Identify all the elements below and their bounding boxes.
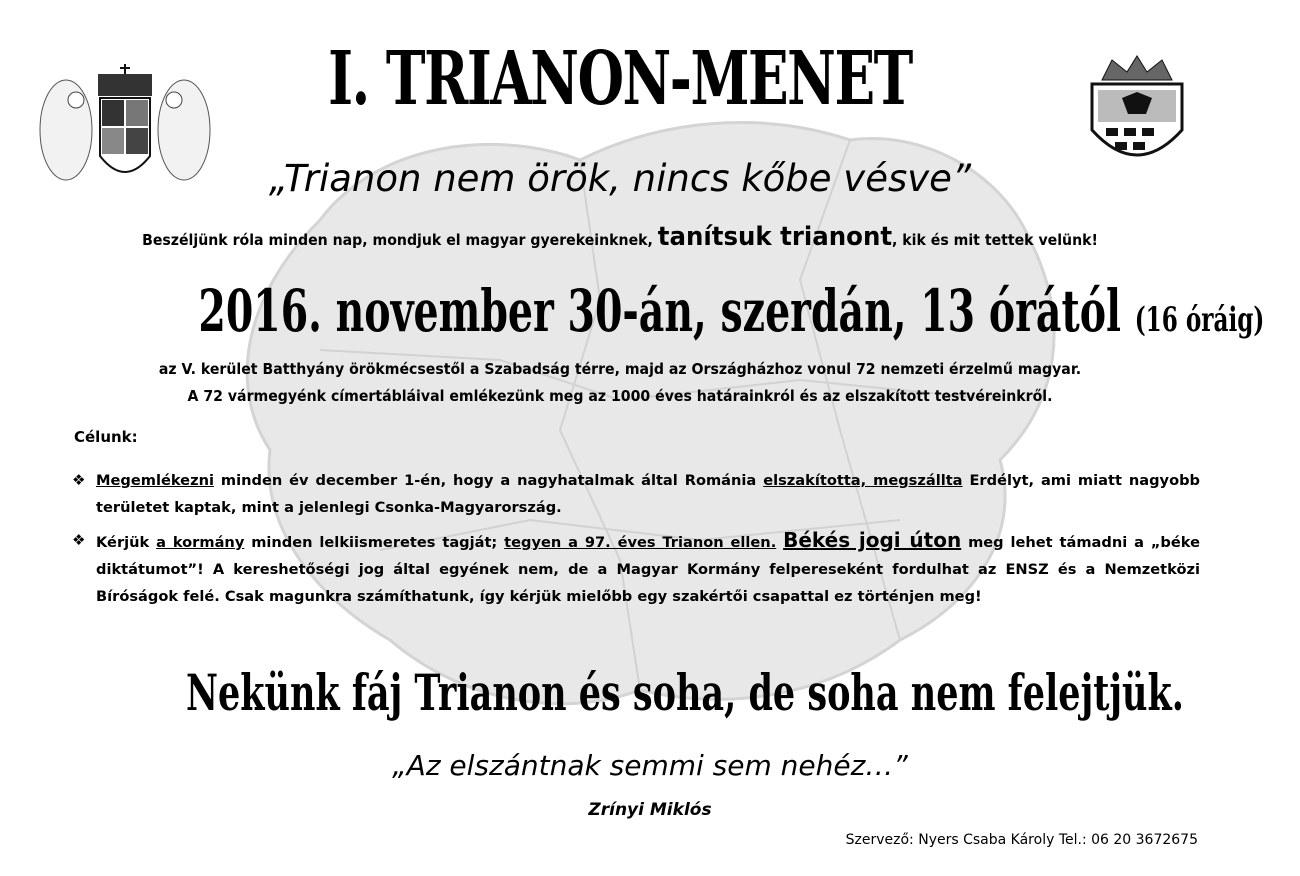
goal2-t2: minden lelkiismeretes tagját; [244, 534, 505, 551]
goal2-u3: Békés jogi úton [783, 528, 962, 552]
intro-before: Beszéljünk róla minden nap, mondjuk el magyar gyerekeinknek, [142, 231, 658, 249]
goals-list [72, 467, 1200, 616]
goal2-t1: Kérjük [96, 534, 157, 551]
goal1-u2: elszakította, megszállta [763, 472, 963, 489]
event-date-until: (16 óráig) [1134, 300, 1265, 340]
goal1-t2: Erdélyt, ami miatt nagyobb területet kaptak, mint a jelenlegi Csonka-Magyarország. [96, 472, 1200, 516]
goal1-t1: minden év december 1-én, hogy a nagyhatalmak által Románia [213, 472, 764, 489]
intro-emphasis: tanítsuk trianont [657, 222, 893, 252]
intro-line [37, 222, 1203, 252]
bullet-diamond-icon: ❖ [72, 471, 86, 489]
goal1-u1: Megemlékezni [96, 472, 214, 489]
route-line-1: az V. kerület Batthyány örökmécsestől a Szabadság térre, majd az Országházhoz vonul 72 nemzeti érzelmű magyar. [158, 360, 1082, 378]
intro-after: , kik és mit tettek velünk! [892, 231, 1098, 249]
route-line-2: A 72 vármegyénk címertábláival emlékezünk meg az 1000 éves határainkról és az elszakított testvéreinkről. [187, 387, 1053, 405]
goal2-u2: tegyen a 97. éves Trianon ellen. [504, 534, 777, 551]
bullet-diamond-icon: ❖ [72, 531, 86, 549]
organizer-contact: Szervező: Nyers Csaba Károly Tel.: 06 20 3672675 [845, 832, 1198, 848]
goal-item-2 [72, 527, 1200, 610]
goal-item-1 [72, 467, 1200, 521]
quote: „Az elszántnak semmi sem nehéz…” [392, 749, 908, 782]
goals-label: Célunk: [74, 428, 138, 446]
page-title: I. TRIANON-MENET [328, 36, 912, 122]
goal2-t4: meg lehet támadni a „béke diktátumot”! A kereshetőségi jog által egyének nem, de a Magyar Kormány felpereseként fordulhat az ENSZ és a Nemzetközi Bíróságok felé. Csak magunkra számíthatunk, így kérjük mielőbb egy szakértői csapattal ez történjen meg! [96, 534, 1200, 605]
slogan: Nekünk fáj Trianon és soha, de soha nem felejtjük. [186, 663, 1184, 722]
goal2-u1: a kormány [156, 534, 245, 551]
event-date-main: 2016. november 30-án, szerdán, 13 órától [198, 277, 1121, 345]
quote-author: Zrínyi Miklós [588, 800, 712, 820]
event-date [198, 277, 1265, 345]
county-coat-of-arms-icon [1082, 50, 1192, 170]
route-description [37, 356, 1203, 410]
subtitle: „Trianon nem örök, nincs kőbe vésve” [268, 157, 972, 200]
